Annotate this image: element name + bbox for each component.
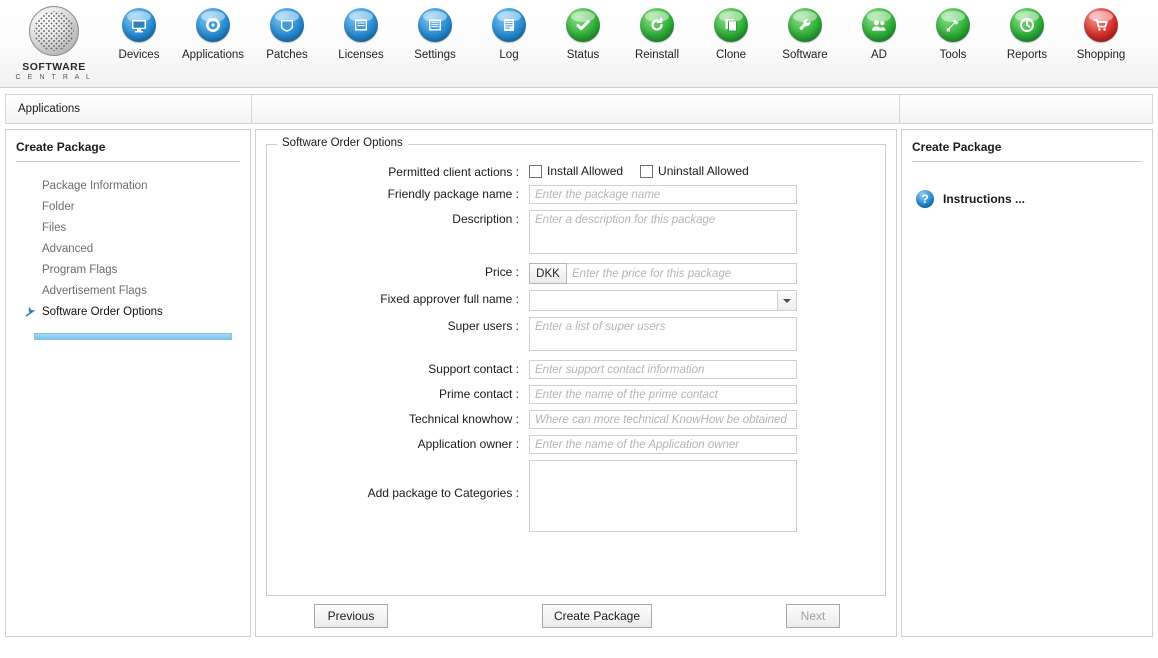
wizard-step-software-order-options[interactable] — [6, 302, 250, 323]
row-technical-knowhow — [267, 410, 885, 429]
nav-item-shopping[interactable] — [1064, 8, 1138, 61]
monitor-icon — [122, 8, 156, 42]
wizard-progress-fill — [34, 333, 232, 340]
chevron-down-icon[interactable] — [777, 291, 796, 310]
price-label: Price : — [484, 265, 519, 279]
row-permitted-actions — [267, 163, 885, 179]
price-input[interactable] — [567, 263, 797, 284]
brand-logo-area — [6, 0, 102, 81]
install-allowed-label: Install Allowed — [547, 164, 624, 178]
permitted-actions-label: Permitted client actions : — [388, 165, 519, 179]
super-users-label: Super users : — [447, 319, 519, 333]
users-icon — [862, 8, 896, 42]
create-package-button[interactable]: Create Package — [542, 604, 652, 628]
uninstall-allowed-label: Uninstall Allowed — [658, 164, 749, 178]
wizard-step-list — [6, 176, 250, 323]
support-contact-label: Support contact : — [428, 362, 519, 376]
refresh-icon — [640, 8, 674, 42]
wizard-step-label: Advertisement Flags — [42, 285, 147, 297]
wizard-step-package-information[interactable] — [6, 176, 250, 197]
nav-item-patches[interactable] — [250, 8, 324, 61]
nav-label: Patches — [266, 49, 308, 61]
application-owner-label: Application owner : — [417, 437, 519, 451]
brand-subtitle: C E N T R A L — [15, 74, 93, 81]
row-prime-contact — [267, 385, 885, 404]
fixed-approver-dropdown[interactable] — [529, 290, 797, 311]
nav-item-log[interactable] — [472, 8, 546, 61]
fixed-approver-label: Fixed approver full name : — [380, 292, 519, 306]
nav-label: Shopping — [1076, 49, 1126, 61]
nav-label: Settings — [414, 49, 456, 61]
divider — [16, 161, 240, 162]
wizard-step-label: Software Order Options — [42, 306, 163, 318]
nav-item-reports[interactable] — [990, 8, 1064, 61]
wizard-panel-title: Create Package — [16, 140, 106, 154]
nav-label: Licenses — [338, 49, 384, 61]
wizard-step-label: Program Flags — [42, 264, 118, 276]
nav-label: Devices — [118, 49, 160, 61]
content-area — [5, 129, 1153, 637]
row-super-users — [267, 317, 885, 354]
description-input[interactable] — [529, 210, 797, 254]
group-title: Software Order Options — [277, 137, 408, 149]
super-users-input[interactable] — [529, 317, 797, 351]
certificate-icon — [344, 8, 378, 42]
shopping-cart-icon — [1084, 8, 1118, 42]
uninstall-allowed-checkbox[interactable] — [640, 165, 653, 178]
nav-label: Applications — [181, 49, 244, 61]
row-price — [267, 263, 885, 284]
row-categories — [267, 460, 885, 535]
instructions-panel-title: Create Package — [912, 140, 1002, 154]
install-allowed-checkbox[interactable] — [529, 165, 542, 178]
nav-label: Reports — [1006, 49, 1048, 61]
nav-items — [102, 0, 1158, 61]
row-friendly-package-name — [267, 185, 885, 204]
wizard-step-files[interactable] — [6, 218, 250, 239]
previous-button[interactable]: Previous — [314, 604, 388, 628]
friendly-package-name-label: Friendly package name : — [387, 187, 519, 201]
support-contact-input[interactable] — [529, 360, 797, 379]
wizard-footer — [266, 596, 886, 636]
tools-icon — [936, 8, 970, 42]
clock-report-icon — [1010, 8, 1044, 42]
software-order-options-panel — [255, 129, 897, 637]
copy-icon — [714, 8, 748, 42]
nav-item-settings[interactable] — [398, 8, 472, 61]
row-description — [267, 210, 885, 257]
nav-label: AD — [871, 49, 887, 61]
row-fixed-approver — [267, 290, 885, 311]
nav-item-reinstall[interactable] — [620, 8, 694, 61]
order-options-form — [267, 145, 885, 535]
nav-item-software[interactable] — [768, 8, 842, 61]
nav-item-tools[interactable] — [916, 8, 990, 61]
current-step-arrow-icon — [24, 306, 36, 318]
nav-label: Reinstall — [634, 49, 680, 61]
prime-contact-input[interactable] — [529, 385, 797, 404]
nav-item-status[interactable] — [546, 8, 620, 61]
wizard-step-label: Advanced — [42, 243, 94, 255]
check-circle-icon — [566, 8, 600, 42]
price-currency-label: DKK — [529, 263, 567, 284]
nav-label: Clone — [715, 49, 747, 61]
brand-name: SOFTWARE — [22, 61, 86, 73]
description-label: Description : — [452, 212, 519, 226]
divider — [912, 161, 1142, 162]
instructions-label: Instructions ... — [943, 192, 1026, 206]
nav-item-clone[interactable] — [694, 8, 768, 61]
breadcrumb-right-spacer — [900, 95, 1152, 123]
disc-icon — [196, 8, 230, 42]
technical-knowhow-input[interactable] — [529, 410, 797, 429]
dotted-sphere-logo-icon — [29, 6, 79, 56]
instructions-panel — [901, 129, 1153, 637]
nav-item-ad[interactable] — [842, 8, 916, 61]
categories-input[interactable] — [529, 460, 797, 532]
breadcrumb — [5, 94, 1153, 124]
document-log-icon — [492, 8, 526, 42]
question-help-icon: ? — [916, 190, 934, 208]
row-application-owner — [267, 435, 885, 454]
wizard-step-advertisement-flags[interactable] — [6, 281, 250, 302]
technical-knowhow-label: Technical knowhow : — [408, 412, 519, 426]
wrench-icon — [788, 8, 822, 42]
wizard-progress — [34, 333, 232, 340]
instructions-link[interactable] — [902, 176, 1152, 208]
wizard-step-advanced[interactable] — [6, 239, 250, 260]
main-toolbar — [0, 0, 1158, 88]
breadcrumb-label[interactable]: Applications — [6, 95, 252, 123]
wizard-steps-panel — [5, 129, 251, 637]
wizard-step-program-flags[interactable] — [6, 260, 250, 281]
wizard-step-folder[interactable] — [6, 197, 250, 218]
nav-item-licenses[interactable] — [324, 8, 398, 61]
next-button[interactable]: Next — [786, 604, 840, 628]
nav-label: Status — [566, 49, 600, 61]
nav-item-devices[interactable] — [102, 8, 176, 61]
categories-label: Add package to Categories : — [367, 486, 519, 500]
nav-label: Software — [782, 49, 828, 61]
wizard-step-label: Package Information — [42, 180, 148, 192]
application-owner-input[interactable] — [529, 435, 797, 454]
sliders-icon — [418, 8, 452, 42]
shield-patch-icon — [270, 8, 304, 42]
nav-label: Tools — [939, 49, 967, 61]
row-support-contact — [267, 360, 885, 379]
wizard-step-label: Files — [42, 222, 67, 234]
wizard-step-label: Folder — [42, 201, 75, 213]
prime-contact-label: Prime contact : — [438, 387, 519, 401]
nav-item-applications[interactable] — [176, 8, 250, 61]
breadcrumb-spacer — [252, 95, 900, 123]
software-order-options-group — [266, 137, 886, 596]
nav-label: Log — [499, 49, 519, 61]
friendly-package-name-input[interactable] — [529, 185, 797, 204]
